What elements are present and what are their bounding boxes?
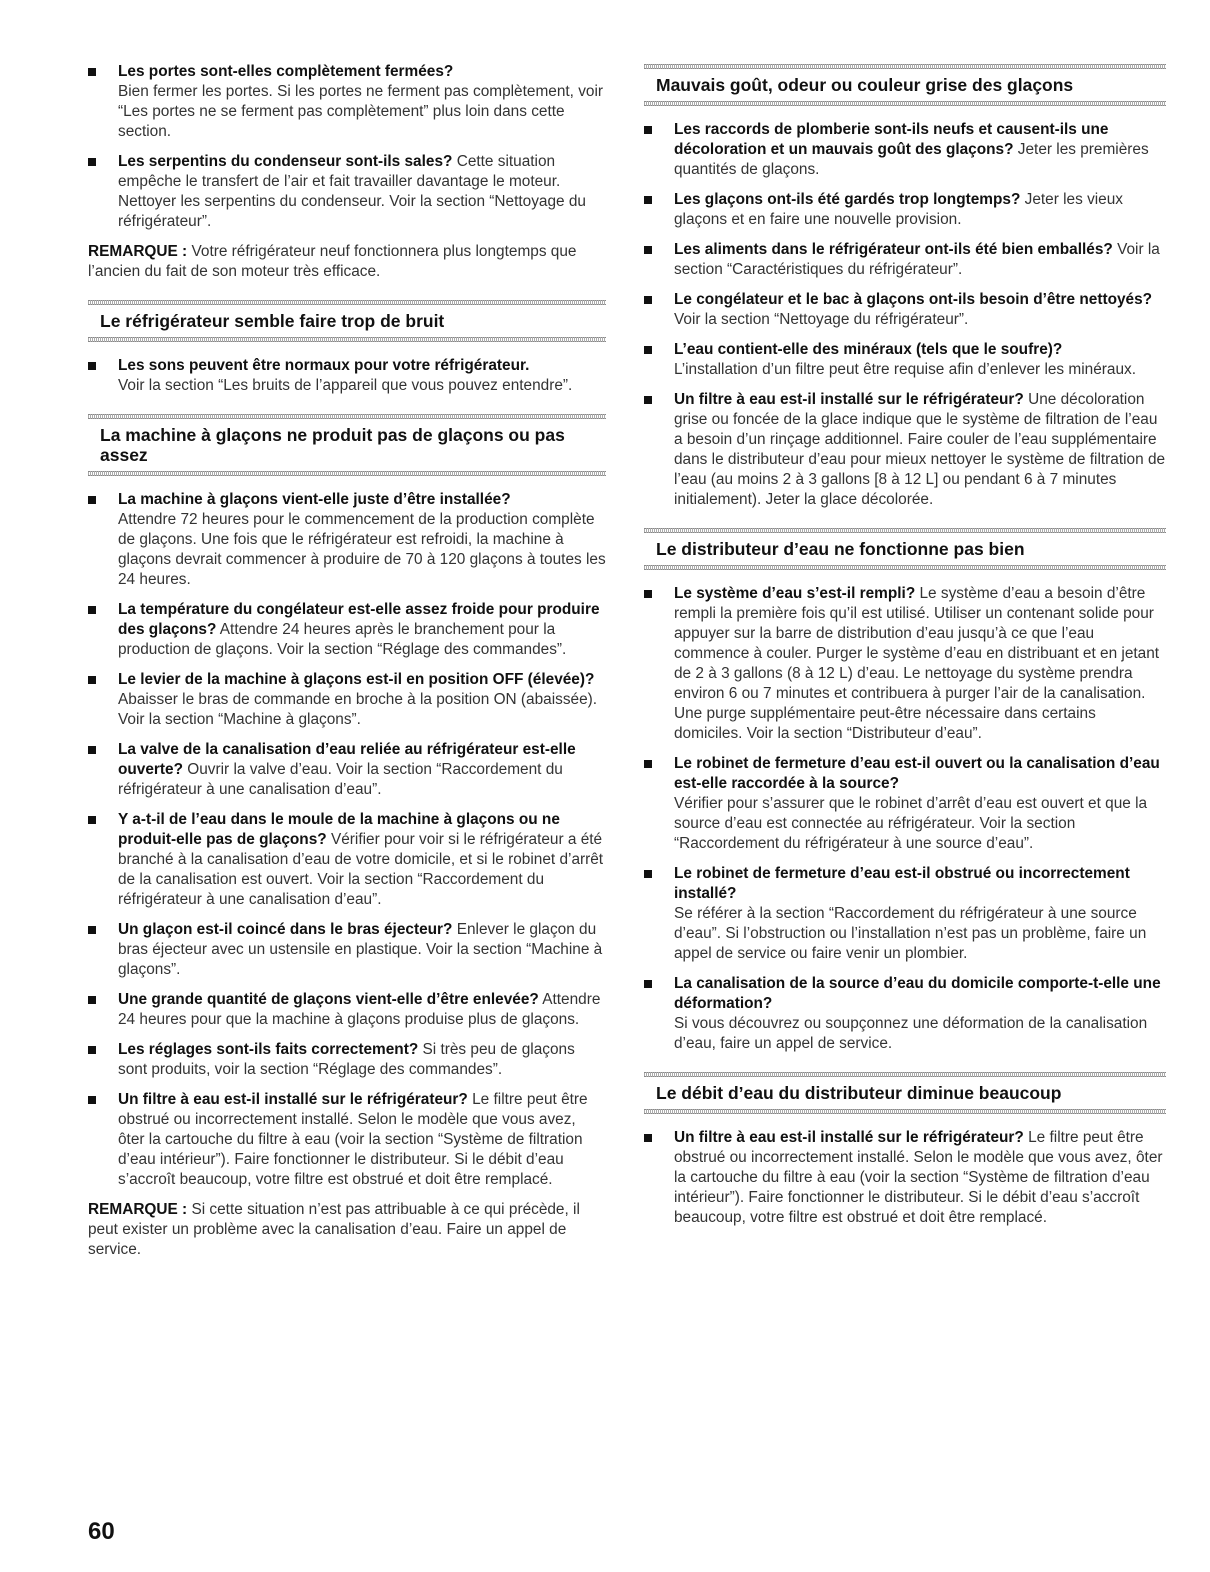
section-title: Le réfrigérateur semble faire trop de bruit <box>100 311 445 331</box>
bullet-icon <box>644 126 652 134</box>
question-text: Les portes sont-elles complètement fermées? <box>118 63 454 80</box>
right-column <box>644 62 1166 1238</box>
list-item <box>644 190 1166 230</box>
bullet-icon <box>644 1134 652 1142</box>
answer-text: Le système d’eau a besoin d’être rempli la première fois qu’il est utilisé. Utiliser un contenant solide pour appuyer sur la barre de distribution d’eau jusqu’à ce que l’eau commence à couler. Purger le système d’eau en distribuant et en jetant de 2 à 3 gallons (8 à 12 L) d’eau. Le nettoyage du système prendra environ 6 ou 7 minutes et contribuera à purger l’air de la canalisation. Une purge supplémentaire peut-être nécessaire dans certains domiciles. Voir la section “Distributeur d’eau”. <box>674 585 1160 742</box>
list-item <box>644 340 1166 380</box>
bullet-icon <box>88 816 96 824</box>
list-item <box>88 1040 606 1080</box>
answer-text: Vérifier pour s’assurer que le robinet d’arrêt d’eau est ouvert et que la source d’eau est connectée au réfrigérateur. Voir la section “Raccordement du réfrigérateur à une source d’eau”. <box>674 795 1148 852</box>
bullet-icon <box>644 246 652 254</box>
question-text: La machine à glaçons vient-elle juste d’être installée? <box>118 491 511 508</box>
question-text: Y a-t-il de l’eau dans le moule de la machine à glaçons ou ne produit-elle pas de glaçons? <box>118 811 560 848</box>
list-item <box>88 810 606 910</box>
answer-text: Voir la section “Nettoyage du réfrigérateur”. <box>674 311 969 328</box>
section-header-taste <box>644 64 1166 106</box>
bullet-icon <box>644 296 652 304</box>
answer-text: Abaisser le bras de commande en broche à la position ON (abaissée). Voir la section “Machine à glaçons”. <box>118 691 598 728</box>
answer-text: Une décoloration grise ou foncée de la glace indique que le système de filtration de l’eau a besoin d’un rinçage additionnel. Faire couler de l’eau supplémentaire dans le distributeur d’eau pour mieux nettoyer le système de filtration de l’eau (au moins 2 à 3 gallons [8 à 12 L] ou pendant 6 à 7 minutes initialement). Jeter la glace décolorée. <box>674 391 1166 508</box>
answer-text: Voir la section “Les bruits de l’appareil que vous pouvez entendre”. <box>118 377 573 394</box>
section-header-ice <box>88 414 606 476</box>
taste-items <box>644 120 1166 510</box>
list-item <box>88 990 606 1030</box>
section-title: Le débit d’eau du distributeur diminue beaucoup <box>656 1083 1062 1103</box>
bullet-icon <box>88 606 96 614</box>
list-item <box>88 670 606 730</box>
remark-note: REMARQUE : Si cette situation n’est pas attribuable à ce qui précède, il peut exister un problème avec la canalisation d’eau. Faire un appel de service. <box>88 1201 580 1258</box>
section-header-dispenser <box>644 528 1166 570</box>
answer-text: Bien fermer les portes. Si les portes ne ferment pas complètement, voir “Les portes ne se ferment pas complètement” plus loin dans cette section. <box>118 83 604 140</box>
section-title: Mauvais goût, odeur ou couleur grise des glaçons <box>656 75 1074 95</box>
question-text: La température du congélateur est-elle assez froide pour produire des glaçons? <box>118 601 600 638</box>
answer-text: Attendre 24 heures pour que la machine à glaçons produise plus de glaçons. <box>118 991 601 1028</box>
answer-text: Jeter les vieux glaçons et en faire une nouvelle provision. <box>674 191 1123 228</box>
question-text: Les sons peuvent être normaux pour votre réfrigérateur. <box>118 357 530 374</box>
list-item <box>644 1128 1166 1228</box>
question-text: Le levier de la machine à glaçons est-il en position OFF (élevée)? <box>118 671 595 688</box>
question-text: Les réglages sont-ils faits correctement? <box>118 1041 419 1058</box>
section-title: La machine à glaçons ne produit pas de glaçons ou pas assez <box>100 425 565 465</box>
bullet-icon <box>88 676 96 684</box>
page-number: 60 <box>88 1518 115 1545</box>
section-title: Le distributeur d’eau ne fonctionne pas bien <box>656 539 1025 559</box>
bullet-icon <box>644 870 652 878</box>
question-text: L’eau contient-elle des minéraux (tels que le soufre)? <box>674 341 1063 358</box>
answer-text: Ouvrir la valve d’eau. Voir la section “Raccordement du réfrigérateur à une canalisation d’eau”. <box>118 761 563 798</box>
section-header-flow <box>644 1072 1166 1114</box>
question-text: Un filtre à eau est-il installé sur le réfrigérateur? <box>118 1091 468 1108</box>
bullet-icon <box>644 760 652 768</box>
list-item <box>88 152 606 232</box>
question-text: Le robinet de fermeture d’eau est-il ouvert ou la canalisation d’eau est-elle raccordée à la source? <box>674 755 1160 792</box>
list-item <box>88 740 606 800</box>
list-item <box>644 240 1166 280</box>
bullet-icon <box>88 158 96 166</box>
bullet-icon <box>88 68 96 76</box>
list-item <box>88 920 606 980</box>
bullet-icon <box>88 746 96 754</box>
answer-text: Jeter les premières quantités de glaçons. <box>674 141 1149 178</box>
list-item <box>644 290 1166 330</box>
bullet-icon <box>88 996 96 1004</box>
question-text: Un filtre à eau est-il installé sur le réfrigérateur? <box>674 1129 1024 1146</box>
ice-items <box>88 490 606 1190</box>
question-text: Les serpentins du condenseur sont-ils sales? <box>118 153 453 170</box>
question-text: Les aliments dans le réfrigérateur ont-ils été bien emballés? <box>674 241 1113 258</box>
list-item <box>644 120 1166 180</box>
question-text: Les raccords de plomberie sont-ils neufs et causent-ils une décoloration et un mauvais goût des glaçons? <box>674 121 1109 158</box>
list-item <box>88 490 606 590</box>
list-item <box>644 584 1166 744</box>
bullet-icon <box>644 346 652 354</box>
bullet-icon <box>644 396 652 404</box>
section-header-noise <box>88 300 606 342</box>
answer-text: Se référer à la section “Raccordement du réfrigérateur à une source d’eau”. Si l’obstruction ou l’installation n’est pas un problème, faire un appel de service ou faire venir un plombier. <box>674 905 1147 962</box>
bullet-icon <box>644 980 652 988</box>
answer-text: Voir la section “Caractéristiques du réfrigérateur”. <box>674 241 1160 278</box>
answer-text: Attendre 72 heures pour le commencement de la production complète de glaçons. Une fois que le réfrigérateur est refroidi, la machine à glaçons devrait commencer à produire de 70 à 120 glaçons à toutes les 24 heures. <box>118 511 606 588</box>
answer-text: Cette situation empêche le transfert de l’air et fait travailler davantage le moteur. Nettoyer les serpentins du condenseur. Voir la section “Nettoyage du réfrigérateur”. <box>118 153 586 230</box>
answer-text: Attendre 24 heures après le branchement pour la production de glaçons. Voir la section “Réglage des commandes”. <box>118 621 567 658</box>
dispenser-items <box>644 584 1166 1054</box>
question-text: Le robinet de fermeture d’eau est-il obstrué ou incorrectement installé? <box>674 865 1130 902</box>
answer-text: Le filtre peut être obstrué ou incorrectement installé. Selon le modèle que vous avez, ôter la cartouche du filtre à eau (voir la section “Système de filtration d’eau intérieur”). Faire fonctionner le distributeur. Si le débit d’eau s’accroît beaucoup, votre filtre est obstrué et doit être remplacé. <box>674 1129 1163 1226</box>
question-text: Le congélateur et le bac à glaçons ont-ils besoin d’être nettoyés? <box>674 291 1153 308</box>
bullet-icon <box>644 590 652 598</box>
question-text: Un filtre à eau est-il installé sur le réfrigérateur? <box>674 391 1024 408</box>
question-text: Les glaçons ont-ils été gardés trop longtemps? <box>674 191 1021 208</box>
flow-items <box>644 1128 1166 1228</box>
list-item <box>644 390 1166 510</box>
answer-text: Vérifier pour voir si le réfrigérateur a été branché à la canalisation d’eau de votre domicile, et si le robinet d’arrêt de la canalisation est ouvert. Voir la section “Raccordement du réfrigérateur à une canalisation d’eau”. <box>118 831 604 908</box>
bullet-icon <box>88 1046 96 1054</box>
remark-note: REMARQUE : Votre réfrigérateur neuf fonctionnera plus longtemps que l’ancien du fait de son moteur très efficace. <box>88 243 577 280</box>
left-column <box>88 62 606 1272</box>
list-item <box>88 600 606 660</box>
list-item <box>644 754 1166 854</box>
question-text: Un glaçon est-il coincé dans le bras éjecteur? <box>118 921 453 938</box>
bullet-icon <box>88 926 96 934</box>
bullet-icon <box>88 362 96 370</box>
bullet-icon <box>88 496 96 504</box>
question-text: La canalisation de la source d’eau du domicile comporte-t-elle une déformation? <box>674 975 1161 1012</box>
question-text: Une grande quantité de glaçons vient-elle d’être enlevée? <box>118 991 539 1008</box>
list-item <box>88 356 606 396</box>
answer-text: L’installation d’un filtre peut être requise afin d’enlever les minéraux. <box>674 361 1136 378</box>
list-item <box>88 62 606 142</box>
question-text: La valve de la canalisation d’eau reliée au réfrigérateur est-elle ouverte? <box>118 741 576 778</box>
bullet-icon <box>644 196 652 204</box>
answer-text: Le filtre peut être obstrué ou incorrectement installé. Selon le modèle que vous avez, ôter la cartouche du filtre à eau (voir la section “Système de filtration d’eau intérieur”). Faire fonctionner le distributeur. Si le débit d’eau s’accroît beaucoup, votre filtre est obstrué et doit être remplacé. <box>118 1091 588 1188</box>
answer-text: Enlever le glaçon du bras éjecteur avec un ustensile en plastique. Voir la section “Machine à glaçons”. <box>118 921 603 978</box>
list-item <box>644 974 1166 1054</box>
answer-text: Si vous découvrez ou soupçonnez une déformation de la canalisation d’eau, faire un appel de service. <box>674 1015 1148 1052</box>
intro-items <box>88 62 606 232</box>
bullet-icon <box>88 1096 96 1104</box>
question-text: Le système d’eau s’est-il rempli? <box>674 585 916 602</box>
answer-text: Si très peu de glaçons sont produits, voir la section “Réglage des commandes”. <box>118 1041 575 1078</box>
list-item <box>644 864 1166 964</box>
list-item <box>88 1090 606 1190</box>
noise-items <box>88 356 606 396</box>
